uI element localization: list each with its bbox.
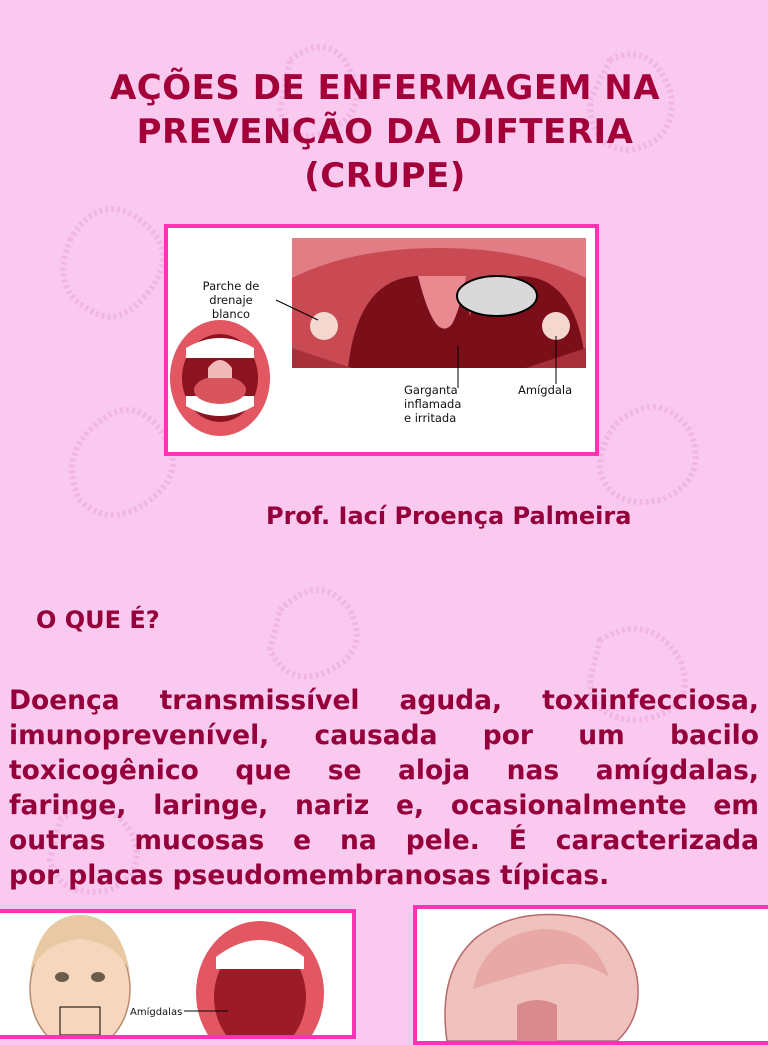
paragraph-line: faringe, laringe, nariz e, ocasionalmente em <box>9 790 759 821</box>
author-name: Prof. Iací Proença Palmeira <box>266 502 632 530</box>
throat-label-3: e irritada <box>404 411 457 425</box>
paragraph-line: outras mucosas e na pele. É caracterizada <box>9 825 759 856</box>
patch-label-1: Parche de <box>202 279 260 293</box>
child-mouth-illustration-frame <box>0 909 356 1039</box>
tonsil-label: Amígdala <box>518 383 573 397</box>
paragraph-line: imunoprevenível, causada por um bacilo <box>9 720 759 751</box>
paragraph-line: por placas pseudomembranosas típicas. <box>9 860 610 891</box>
patch-label-3: blanco <box>211 307 251 321</box>
head-section-illustration <box>417 909 768 1041</box>
throat-illustration-frame <box>164 224 599 456</box>
head-section-illustration-frame <box>413 905 768 1045</box>
patch-label-2: drenaje <box>209 293 253 307</box>
child-mouth-illustration <box>0 913 352 1035</box>
page-title <box>40 66 730 198</box>
section-heading: O QUE É? <box>36 606 160 634</box>
paragraph-line: toxicogênico que se aloja nas amígdalas, <box>9 755 759 786</box>
throat-illustration <box>168 228 595 452</box>
title-line-3: (CRUPE) <box>304 156 466 196</box>
throat-label-1: Garganta <box>404 383 458 397</box>
paragraph-line: Doença transmissível aguda, toxiinfecciosa, <box>9 685 759 716</box>
definition-paragraph <box>9 683 759 893</box>
title-line-1: AÇÕES DE ENFERMAGEM NA <box>109 68 661 108</box>
tonsils-label: Amígdalas <box>130 1007 183 1018</box>
throat-label-2: inflamada <box>404 397 462 411</box>
title-line-2: PREVENÇÃO DA DIFTERIA <box>136 112 634 152</box>
